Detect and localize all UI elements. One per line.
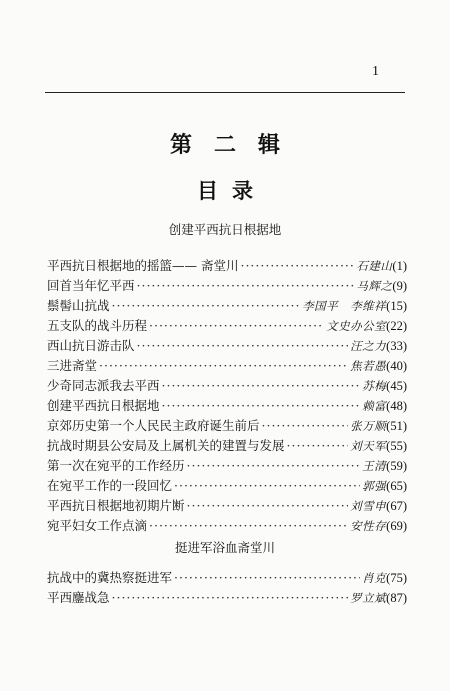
- section-heading: 挺进军浴血斋堂川: [174, 540, 275, 555]
- entry-page-number: (69): [386, 519, 407, 533]
- toc-entry: [47, 396, 407, 416]
- entry-author: 文史办公室: [326, 319, 387, 333]
- entry-page-number: (45): [386, 379, 407, 393]
- entry-title: 平西抗日根据地初期片断: [47, 498, 185, 513]
- dot-leader: [149, 518, 348, 533]
- toc-entry: [47, 436, 407, 456]
- entry-author: 肖克: [362, 571, 387, 585]
- entry-page-number: (59): [386, 459, 407, 473]
- entry-page-number: (65): [386, 479, 407, 493]
- entry-page-number: (51): [386, 419, 407, 433]
- entry-page-number: (40): [386, 359, 407, 373]
- toc-entry: [47, 496, 407, 516]
- toc-entry: [47, 568, 407, 588]
- dot-leader: [262, 418, 349, 433]
- dot-leader: [112, 590, 349, 605]
- toc-entry: [47, 296, 407, 316]
- toc-entry: [47, 416, 407, 436]
- dot-leader: [187, 458, 361, 473]
- dot-leader: [149, 318, 324, 333]
- entry-author: 赖富: [362, 399, 387, 413]
- toc-entry: [47, 456, 407, 476]
- entry-author: 马辉之: [356, 279, 393, 293]
- section-heading: 创建平西抗日根据地: [168, 222, 282, 237]
- toc-entry: [47, 516, 407, 536]
- dot-leader: [137, 338, 349, 353]
- dot-leader: [174, 570, 360, 585]
- toc-entry: [47, 476, 407, 496]
- entry-page-number: (48): [386, 399, 407, 413]
- entry-author: 石建山: [356, 259, 393, 273]
- toc-entry: [47, 256, 407, 276]
- header-rule: [45, 92, 405, 93]
- entry-page-number: (67): [386, 499, 407, 513]
- entry-author: 焦若愚: [350, 359, 387, 373]
- part-title: 第二辑: [169, 132, 302, 158]
- entry-page-number: (75): [386, 571, 407, 585]
- entry-page-number: (33): [386, 339, 407, 353]
- entry-title: 平西抗日根据地的摇篮—— 斋堂川: [47, 258, 239, 273]
- entry-author: 刘天军: [350, 439, 387, 453]
- entry-page-number: (55): [386, 439, 407, 453]
- toc-title: 目录: [197, 178, 267, 203]
- entry-author: 安性存: [350, 519, 387, 533]
- toc-entry: [47, 276, 407, 296]
- entry-title: 平西鏖战急: [47, 590, 110, 605]
- entry-title: 鬃髻山抗战: [47, 298, 110, 313]
- entry-title: 三进斋堂: [47, 358, 98, 373]
- toc-entry: [47, 336, 407, 356]
- toc-list: [47, 568, 407, 608]
- entry-author: 刘雪申: [350, 499, 387, 513]
- toc-list: [47, 256, 407, 536]
- entry-author: 苏梅: [362, 379, 387, 393]
- entry-author: 汪之力: [350, 339, 387, 353]
- dot-leader: [162, 398, 361, 413]
- toc-entry: [47, 376, 407, 396]
- dot-leader: [187, 498, 349, 513]
- dot-leader: [137, 278, 355, 293]
- entry-page-number: (1): [392, 259, 407, 273]
- dot-leader: [112, 298, 301, 313]
- dot-leader: [287, 438, 349, 453]
- dot-leader: [240, 258, 354, 273]
- entry-author: 张万顺: [350, 419, 387, 433]
- entry-title: 宛平妇女工作点滴: [47, 518, 148, 533]
- entry-title: 在宛平工作的一段回忆: [47, 478, 173, 493]
- entry-author: 罗立斌: [350, 591, 387, 605]
- toc-entry: [47, 588, 407, 608]
- entry-title: 抗战中的冀热察挺进军: [47, 570, 173, 585]
- entry-page-number: (87): [386, 591, 407, 605]
- entry-title: 西山抗日游击队: [47, 338, 135, 353]
- entry-author: 王清: [362, 459, 387, 473]
- page-number: 1: [372, 64, 379, 79]
- toc-entry: [47, 316, 407, 336]
- entry-title: 五支队的战斗历程: [47, 318, 148, 333]
- entry-title: 抗战时期县公安局及上属机关的建置与发展: [47, 438, 285, 453]
- entry-page-number: (9): [392, 279, 407, 293]
- entry-title: 京郊历史第一个人民民主政府诞生前后: [47, 418, 260, 433]
- entry-title: 创建平西抗日根据地: [47, 398, 160, 413]
- entry-title: 回首当年忆平西: [47, 278, 135, 293]
- entry-page-number: (22): [386, 319, 407, 333]
- dot-leader: [174, 478, 360, 493]
- entry-author: 李国平 李维祥: [302, 299, 387, 313]
- toc-entry: [47, 356, 407, 376]
- dot-leader: [162, 378, 361, 393]
- dot-leader: [99, 358, 348, 373]
- entry-author: 郭强: [362, 479, 387, 493]
- entry-page-number: (15): [386, 299, 407, 313]
- entry-title: 第一次在宛平的工作经历: [47, 458, 185, 473]
- entry-title: 少奇同志派我去平西: [47, 378, 160, 393]
